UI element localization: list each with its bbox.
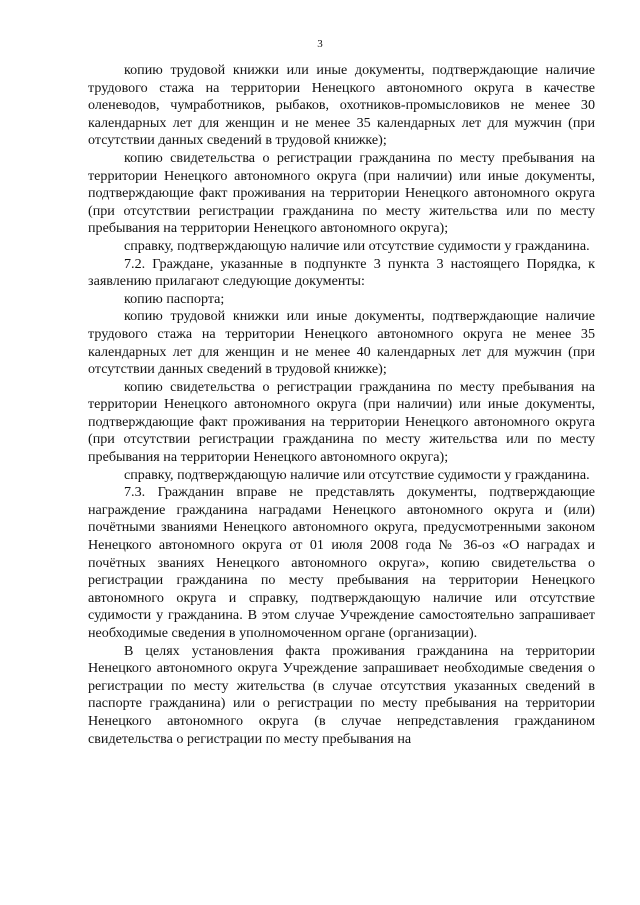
paragraph: копию свидетельства о регистрации гражданина по месту пребывания на территории Ненецкого автономного округа (при наличии) или иные документы, подтверждающие факт проживания на территории Ненецкого автономного округа (при отсутствии регистрации гражданина по месту жительства или по месту пребывания на территории Ненецкого автономного округа);	[88, 149, 595, 237]
paragraph: справку, подтверждающую наличие или отсутствие судимости у гражданина.	[124, 237, 590, 254]
paragraph: копию трудовой книжки или иные документы, подтверждающие наличие трудового стажа на территории Ненецкого автономного округа не менее 35 календарных лет для женщин и не менее 40 календарных лет для мужчин (при отсутствии данных сведений в трудовой книжке);	[88, 308, 595, 378]
paragraph: копию паспорта;	[124, 290, 225, 307]
page-number: 3	[317, 38, 323, 50]
paragraph: 7.3. Гражданин вправе не представлять документы, подтверждающие награждение гражданина наградами Ненецкого автономного округа и (или) почётными званиями Ненецкого автономного округа, предусмотренными законом Ненецкого автономного округа от 01 июля 2008 года № 36-оз «О наградах и почётных званиях Ненецкого автономного округа», копию свидетельства о регистрации гражданина по месту пребывания на территории Ненецкого автономного округа и справку, подтверждающую наличие или отсутствие судимости у гражданина. В этом случае Учреждение самостоятельно запрашивает необходимые сведения в уполномоченном органе (организации).	[88, 484, 595, 641]
paragraph: В целях установления факта проживания гражданина на территории Ненецкого автономного округа Учреждение запрашивает необходимые сведения о регистрации по месту жительства (в случае отсутствия указанных сведений в паспорте гражданина) или о регистрации по месту пребывания на территории Ненецкого автономного округа (в случае непредставления гражданином свидетельства о регистрации по месту пребывания на	[88, 642, 595, 747]
paragraph: копию трудовой книжки или иные документы, подтверждающие наличие трудового стажа на территории Ненецкого автономного округа в качестве оленеводов, чумработников, рыбаков, охотников-промысловиков не менее 30 календарных лет для женщин и не менее 35 календарных лет для мужчин (при отсутствии данных сведений в трудовой книжке);	[88, 62, 595, 149]
document-body	[88, 62, 595, 748]
paragraph: копию свидетельства о регистрации гражданина по месту пребывания на территории Ненецкого автономного округа (при наличии) или иные документы, подтверждающие факт проживания на территории Ненецкого автономного округа (при отсутствии регистрации гражданина по месту жительства или по месту пребывания на территории Ненецкого автономного округа);	[88, 378, 595, 466]
paragraph: справку, подтверждающую наличие или отсутствие судимости у гражданина.	[124, 466, 590, 483]
paragraph: 7.2. Граждане, указанные в подпункте 3 пункта 3 настоящего Порядка, к заявлению прилагают следующие документы:	[88, 255, 595, 290]
